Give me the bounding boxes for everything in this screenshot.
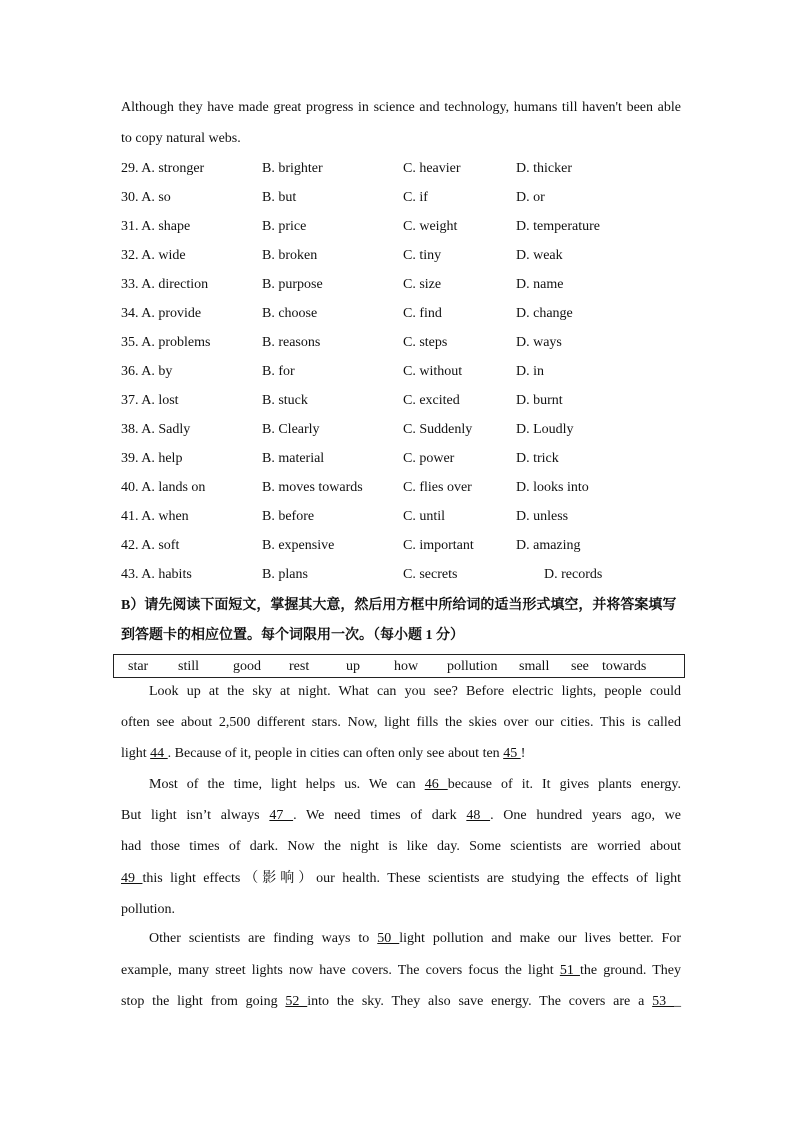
text-run: . One hundred years ago, we	[490, 808, 681, 823]
question-row	[121, 392, 681, 410]
word-box-item: still	[178, 659, 200, 674]
section-b-heading-line-1: B）请先阅读下面短文，掌握其大意，然后用方框中所给词的适当形式填空，并将答案填写	[121, 598, 677, 613]
option-b: B. reasons	[262, 335, 321, 350]
blank-52: 52	[285, 994, 308, 1009]
option-c: C. Suddenly	[403, 422, 473, 437]
option-c: C. steps	[403, 335, 448, 350]
option-a: 38. A. Sadly	[121, 422, 191, 437]
option-b: B. price	[262, 219, 307, 234]
question-row	[121, 479, 681, 497]
text-run: . We need times of dark	[293, 808, 467, 823]
option-c: C. until	[403, 509, 446, 524]
word-box-item: see	[571, 659, 589, 674]
word-box-item: pollution	[447, 659, 498, 674]
question-row	[121, 334, 681, 352]
text-run: the ground. They	[579, 963, 682, 978]
option-a: 43. A. habits	[121, 567, 192, 582]
text-run: because of it. It gives plants energy.	[447, 777, 682, 792]
option-a: 40. A. lands on	[121, 480, 206, 495]
word-box-item: up	[346, 659, 360, 674]
section-b-heading-line-2: 到答题卡的相应位置。每个词限用一次。（每小题 1 分）	[121, 628, 464, 643]
word-box-item: towards	[602, 659, 647, 674]
text-run: But light isn’t always	[121, 808, 270, 823]
p1-line-2: often see about 2,500 different stars. Now, light fills the skies over our cities. This is called	[121, 715, 681, 730]
option-c: C. find	[403, 306, 442, 321]
option-c: C. power	[403, 451, 455, 466]
text-run: light	[121, 746, 151, 761]
blank-44: 44	[150, 746, 168, 761]
option-c: C. if	[403, 190, 428, 205]
p2-line-2	[121, 807, 681, 825]
blank-46: 46	[424, 777, 448, 792]
option-d: D. in	[516, 364, 544, 379]
option-a: 31. A. shape	[121, 219, 191, 234]
intro-line-2: to copy natural webs.	[121, 131, 241, 146]
question-row	[121, 508, 681, 526]
option-d: D. Loudly	[516, 422, 574, 437]
word-box-item: star	[128, 659, 149, 674]
option-c: C. important	[403, 538, 474, 553]
option-b: B. for	[262, 364, 295, 379]
question-row	[121, 218, 681, 236]
blank-48: 48	[466, 808, 491, 823]
option-a: 36. A. by	[121, 364, 173, 379]
text-run: example, many street lights now have covers. The covers focus the light	[121, 963, 560, 978]
option-b: B. brighter	[262, 161, 323, 176]
option-a: 42. A. soft	[121, 538, 180, 553]
option-b: B. purpose	[262, 277, 323, 292]
option-d: D. trick	[516, 451, 559, 466]
option-b: B. Clearly	[262, 422, 320, 437]
option-c: C. flies over	[403, 480, 472, 495]
option-a: 37. A. lost	[121, 393, 179, 408]
text-run: this light effects（影响）our health. These scientists are studying the effects of light	[142, 871, 682, 886]
p2-line-3: had those times of dark. Now the night is like day. Some scientists are worried about	[121, 839, 681, 854]
option-c: C. heavier	[403, 161, 461, 176]
p2-line-1	[149, 776, 681, 794]
text-run: Most of the time, light helps us. We can	[149, 777, 425, 792]
p1-line-3	[121, 745, 681, 763]
question-row	[121, 160, 681, 178]
question-row	[121, 189, 681, 207]
option-d: D. thicker	[516, 161, 572, 176]
word-box-item: good	[233, 659, 261, 674]
question-row	[121, 247, 681, 265]
option-d: D. ways	[516, 335, 562, 350]
text-run: _	[674, 994, 681, 1009]
blank-49: 49	[121, 871, 143, 886]
p1-line-1: Look up at the sky at night. What can you see? Before electric lights, people could	[149, 684, 681, 699]
question-row	[121, 450, 681, 468]
blank-50: 50	[377, 931, 400, 946]
word-box-item: how	[394, 659, 419, 674]
option-a: 35. A. problems	[121, 335, 211, 350]
p2-line-4	[121, 870, 681, 888]
option-b: B. expensive	[262, 538, 335, 553]
option-a: 41. A. when	[121, 509, 189, 524]
text-run: stop the light from going	[121, 994, 286, 1009]
option-c: C. tiny	[403, 248, 442, 263]
option-a: 29. A. stronger	[121, 161, 205, 176]
option-b: B. choose	[262, 306, 318, 321]
word-box-item: rest	[289, 659, 310, 674]
text-run: into the sky. They also save energy. The covers are a	[307, 994, 653, 1009]
question-row	[121, 305, 681, 323]
option-b: B. plans	[262, 567, 308, 582]
p3-line-3	[121, 993, 681, 1011]
option-a: 30. A. so	[121, 190, 171, 205]
question-row	[121, 421, 681, 439]
question-row	[121, 276, 681, 294]
option-d: D. records	[544, 567, 603, 582]
option-d: D. looks into	[516, 480, 589, 495]
option-d: D. change	[516, 306, 573, 321]
option-b: B. stuck	[262, 393, 308, 408]
p3-line-2	[121, 962, 681, 980]
option-c: C. weight	[403, 219, 458, 234]
option-d: D. burnt	[516, 393, 563, 408]
option-a: 33. A. direction	[121, 277, 209, 292]
option-b: B. moves towards	[262, 480, 363, 495]
option-d: D. name	[516, 277, 564, 292]
text-run: . Because of it, people in cities can often only see about ten	[167, 746, 504, 761]
option-b: B. before	[262, 509, 315, 524]
blank-47: 47	[269, 808, 294, 823]
option-c: C. without	[403, 364, 463, 379]
question-row	[121, 566, 681, 584]
option-c: C. excited	[403, 393, 460, 408]
question-row	[121, 537, 681, 555]
intro-line-1: Although they have made great progress in science and technology, humans till haven't been able	[121, 100, 681, 115]
option-d: D. or	[516, 190, 545, 205]
option-b: B. but	[262, 190, 297, 205]
option-a: 39. A. help	[121, 451, 183, 466]
option-b: B. broken	[262, 248, 318, 263]
option-d: D. unless	[516, 509, 569, 524]
blank-45: 45	[503, 746, 521, 761]
text-run: Other scientists are finding ways to	[149, 931, 378, 946]
word-box-item: small	[519, 659, 550, 674]
blank-51: 51	[559, 963, 580, 978]
text-run: light pollution and make our lives better. For	[399, 931, 681, 946]
option-c: C. size	[403, 277, 442, 292]
p2-line-5: pollution.	[121, 902, 176, 917]
option-d: D. amazing	[516, 538, 581, 553]
question-row	[121, 363, 681, 381]
option-a: 34. A. provide	[121, 306, 202, 321]
option-d: D. weak	[516, 248, 563, 263]
option-a: 32. A. wide	[121, 248, 186, 263]
p3-line-1	[149, 930, 681, 948]
option-b: B. material	[262, 451, 325, 466]
blank-53: 53	[652, 994, 674, 1009]
text-run: !	[520, 746, 526, 761]
option-c: C. secrets	[403, 567, 458, 582]
word-box	[113, 654, 685, 678]
option-d: D. temperature	[516, 219, 600, 234]
